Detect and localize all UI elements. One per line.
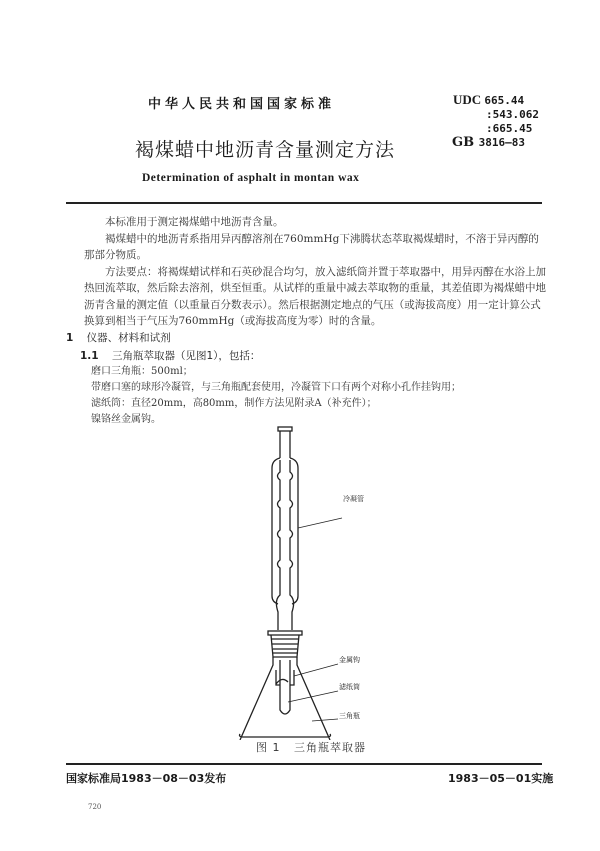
effective-date: 1983－05－01实施 bbox=[448, 772, 554, 785]
udc-code-3: :665.45 bbox=[486, 122, 533, 135]
document-title-chinese: 褐煤蜡中地沥青含量测定方法 bbox=[135, 139, 396, 161]
section-1-1-number: 1.1 bbox=[80, 350, 99, 362]
label-filter-thimble: 滤纸筒 bbox=[339, 683, 360, 691]
page-number: 720 bbox=[88, 803, 102, 811]
gb-code: 3816—83 bbox=[478, 136, 525, 149]
list-item: 带磨口塞的球形冷凝管，与三角瓶配套使用，冷凝管下口有两个对称小孔作挂钩用； bbox=[91, 382, 461, 393]
figure-caption bbox=[256, 739, 366, 755]
intro-paragraph-definition: 褐煤蜡中的地沥青系指用异丙醇溶剂在760mmHg下沸腾状态萃取褐煤蜡时，不溶于异丙醇的那部分物质。 bbox=[84, 232, 539, 261]
section-1-1-title: 三角瓶萃取器（见图1），包括： bbox=[111, 350, 261, 362]
udc-code-1: 665.44 bbox=[484, 94, 525, 107]
intro-paragraph-scope: 本标准用于测定褐煤蜡中地沥青含量。 bbox=[105, 216, 284, 228]
gb-label: GB bbox=[452, 135, 475, 150]
figure-caption-number: 图 1 bbox=[256, 741, 281, 754]
figure-extractor bbox=[230, 420, 400, 750]
label-metal-hook: 金属钩 bbox=[339, 656, 360, 664]
document-title-english: Determination of asphalt in montan wax bbox=[142, 172, 360, 184]
extractor-diagram bbox=[230, 420, 400, 740]
footer-divider bbox=[66, 763, 542, 765]
label-flask: 三角瓶 bbox=[339, 712, 360, 720]
intro-paragraph-method: 方法要点：将褐煤蜡试样和石英砂混合均匀，放入滤纸筒并置于萃取器中，用异丙醇在水浴上加热回流萃取，然后除去溶剂，烘至恒重。从试样的重量中减去萃取物的重量，其差值即为褐煤蜡中地沥青含量的测定值（以重量百分数表示）。然后根据测定地点的气压（或海拔高度）用一定计算公式换算到相当于气压为760mmHg（或海拔高度为零）时的含量。 bbox=[84, 265, 546, 327]
standard-issuer-title: 中华人民共和国国家标准 bbox=[148, 97, 336, 112]
list-item: 镍铬丝金属钩。 bbox=[91, 414, 161, 425]
udc-label: UDC bbox=[453, 92, 482, 107]
list-item: 滤纸筒：直径20mm，高80mm，制作方法见附录A（补充件）； bbox=[91, 398, 377, 409]
label-condenser: 冷凝管 bbox=[343, 495, 364, 503]
list-item: 磨口三角瓶：500ml； bbox=[91, 366, 193, 377]
apparatus-list bbox=[91, 364, 461, 428]
section-1-number: 1 bbox=[66, 332, 74, 344]
header-divider bbox=[66, 202, 542, 204]
udc-block bbox=[453, 93, 539, 136]
intro-section bbox=[84, 214, 546, 330]
gb-number bbox=[452, 135, 525, 150]
issue-date: 国家标准局1983－08－03发布 bbox=[66, 772, 227, 785]
section-1-1-heading bbox=[80, 348, 260, 363]
udc-code-2: :543.062 bbox=[486, 108, 539, 121]
figure-caption-text: 三角瓶萃取器 bbox=[294, 741, 366, 754]
section-1-heading bbox=[66, 330, 171, 345]
section-1-title: 仪器、材料和试剂 bbox=[86, 332, 171, 344]
